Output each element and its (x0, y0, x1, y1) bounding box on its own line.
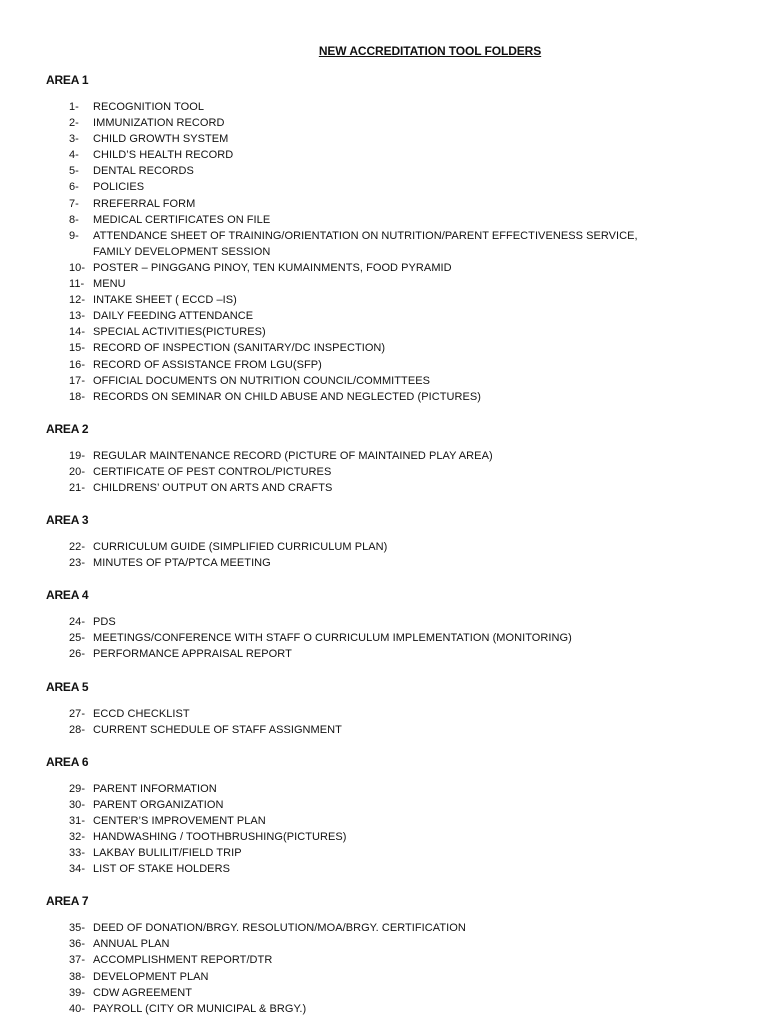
item-number: 4- (69, 149, 79, 162)
list-item (0, 115, 768, 131)
area-section-5 (0, 679, 768, 738)
list-item (0, 706, 768, 722)
item-number: 20- (69, 465, 86, 478)
list-item (0, 781, 768, 797)
item-number: 16- (69, 358, 86, 371)
list-item (0, 228, 768, 260)
item-text: ATTENDANCE SHEET OF TRAINING/ORIENTATION ON NUTRITION/PARENT EFFECTIVENESS SERVICE, FAMILY DEVELOPMENT SESSION (93, 229, 638, 258)
list-item (0, 630, 768, 646)
list-item (0, 196, 768, 212)
list-item (0, 920, 768, 936)
item-text: RECORD OF INSPECTION (SANITARY/DC INSPECTION) (93, 342, 386, 355)
area-heading: AREA 2 (46, 421, 89, 436)
list-item (0, 845, 768, 861)
item-number: 21- (69, 481, 86, 494)
item-number: 27- (69, 707, 86, 720)
item-number: 25- (69, 632, 86, 645)
list-item (0, 464, 768, 480)
list-item (0, 357, 768, 373)
item-number: 17- (69, 374, 86, 387)
list-item (0, 308, 768, 324)
list-item (0, 480, 768, 496)
item-number: 13- (69, 310, 86, 323)
item-number: 6- (69, 181, 79, 194)
area-heading: AREA 5 (46, 679, 89, 694)
area-heading: AREA 4 (46, 588, 89, 603)
item-text: LAKBAY BULILIT/FIELD TRIP (93, 847, 242, 860)
list-item (0, 292, 768, 308)
item-number: 12- (69, 294, 86, 307)
item-text: CURRENT SCHEDULE OF STAFF ASSIGNMENT (93, 723, 342, 736)
item-text: RREFERRAL FORM (93, 197, 196, 210)
item-number: 15- (69, 342, 86, 355)
list-item (0, 829, 768, 845)
item-text: RECOGNITION TOOL (93, 101, 205, 113)
item-number: 30- (69, 798, 86, 811)
list-item (0, 861, 768, 877)
item-text: CENTER’S IMPROVEMENT PLAN (93, 814, 266, 827)
item-number: 31- (69, 814, 86, 827)
area-section-6 (0, 754, 768, 878)
item-text: MINUTES OF PTA/PTCA MEETING (93, 557, 271, 570)
item-text: LIST OF STAKE HOLDERS (93, 863, 230, 876)
area-item-list (0, 920, 768, 1017)
list-item (0, 448, 768, 464)
list-item (0, 147, 768, 163)
list-item (0, 131, 768, 147)
item-number: 26- (69, 648, 86, 661)
item-text: INTAKE SHEET ( ECCD –IS) (93, 294, 237, 307)
item-number: 2- (69, 117, 79, 130)
item-number: 40- (69, 1002, 86, 1015)
item-text: DAILY FEEDING ATTENDANCE (93, 310, 254, 323)
item-text: CERTIFICATE OF PEST CONTROL/PICTURES (93, 465, 332, 478)
item-text: ANNUAL PLAN (93, 938, 170, 951)
item-text: REGULAR MAINTENANCE RECORD (PICTURE OF MAINTAINED PLAY AREA) (93, 449, 493, 462)
item-number: 37- (69, 954, 86, 967)
item-text: OFFICIAL DOCUMENTS ON NUTRITION COUNCIL/COMMITTEES (93, 374, 430, 387)
list-item (0, 276, 768, 292)
list-item (0, 797, 768, 813)
list-item (0, 179, 768, 195)
item-number: 28- (69, 723, 86, 736)
item-number: 22- (69, 541, 86, 554)
area-heading: AREA 1 (46, 73, 89, 87)
item-text: DEVELOPMENT PLAN (93, 970, 209, 983)
area-list (0, 72, 768, 1033)
list-item (0, 985, 768, 1001)
item-number: 9- (69, 229, 79, 242)
item-number: 35- (69, 922, 86, 935)
item-number: 24- (69, 616, 86, 629)
area-item-list (0, 614, 768, 662)
item-text: SPECIAL ACTIVITIES(PICTURES) (93, 326, 266, 339)
item-number: 7- (69, 197, 79, 210)
item-number: 36- (69, 938, 86, 951)
item-text: IMMUNIZATION RECORD (93, 117, 225, 130)
item-text: PERFORMANCE APPRAISAL REPORT (93, 648, 292, 661)
area-heading: AREA 3 (46, 513, 89, 528)
list-item (0, 212, 768, 228)
item-number: 5- (69, 165, 79, 178)
item-number: 8- (69, 213, 79, 226)
item-text: CHILD GROWTH SYSTEM (93, 133, 229, 146)
area-item-list (0, 448, 768, 496)
item-text: CHILD’S HEALTH RECORD (93, 149, 234, 162)
area-section-3 (0, 512, 768, 571)
item-text: MEDICAL CERTIFICATES ON FILE (93, 213, 271, 226)
item-number: 1- (69, 101, 79, 113)
item-number: 10- (69, 261, 86, 274)
item-text: CHILDRENS’ OUTPUT ON ARTS AND CRAFTS (93, 481, 333, 494)
item-number: 29- (69, 782, 86, 795)
item-number: 3- (69, 133, 79, 146)
list-item (0, 324, 768, 340)
item-number: 11- (69, 278, 85, 291)
item-text: PARENT ORGANIZATION (93, 798, 224, 811)
item-text: PAYROLL (CITY OR MUNICIPAL & BRGY.) (93, 1002, 307, 1015)
area-heading: AREA 7 (46, 894, 89, 909)
item-text: MENU (93, 278, 126, 291)
item-text: MEETINGS/CONFERENCE WITH STAFF O CURRICULUM IMPLEMENTATION (MONITORING) (93, 632, 572, 645)
item-text: PDS (93, 616, 116, 629)
list-item (0, 952, 768, 968)
item-number: 33- (69, 847, 86, 860)
list-item (0, 340, 768, 356)
item-number: 34- (69, 863, 86, 876)
item-number: 23- (69, 557, 86, 570)
area-item-list (0, 781, 768, 878)
item-text: POLICIES (93, 181, 145, 194)
area-section-2 (0, 421, 768, 496)
list-item (0, 614, 768, 630)
item-number: 18- (69, 390, 86, 403)
item-number: 19- (69, 449, 86, 462)
list-item (0, 969, 768, 985)
list-item (0, 163, 768, 179)
area-section-4 (0, 587, 768, 662)
item-text: ECCD CHECKLIST (93, 707, 190, 720)
item-number: 14- (69, 326, 86, 339)
list-item (0, 1001, 768, 1017)
item-text: POSTER – PINGGANG PINOY, TEN KUMAINMENTS, FOOD PYRAMID (93, 261, 452, 274)
list-item (0, 722, 768, 738)
item-text: RECORDS ON SEMINAR ON CHILD ABUSE AND NEGLECTED (PICTURES) (93, 390, 481, 403)
document-title: NEW ACCREDITATION TOOL FOLDERS (318, 44, 542, 58)
item-text: CURRICULUM GUIDE (SIMPLIFIED CURRICULUM PLAN) (93, 541, 388, 554)
list-item (0, 646, 768, 662)
item-number: 32- (69, 831, 86, 843)
area-heading: AREA 6 (46, 754, 89, 769)
list-item (0, 555, 768, 571)
area-section-7 (0, 893, 768, 1017)
area-item-list (0, 706, 768, 738)
item-text: DENTAL RECORDS (93, 165, 194, 178)
area-item-list (0, 99, 768, 405)
item-text: DEED OF DONATION/BRGY. RESOLUTION/MOA/BRGY. CERTIFICATION (93, 922, 466, 935)
list-item (0, 539, 768, 555)
item-text: HANDWASHING / TOOTHBRUSHING(PICTURES) (93, 831, 347, 843)
item-text: CDW AGREEMENT (93, 986, 193, 999)
list-item (0, 936, 768, 952)
list-item (0, 373, 768, 389)
list-item (0, 260, 768, 276)
item-number: 39- (69, 986, 86, 999)
item-text: RECORD OF ASSISTANCE FROM LGU(SFP) (93, 358, 322, 371)
list-item (0, 813, 768, 829)
area-section-1 (0, 72, 768, 405)
item-text: PARENT INFORMATION (93, 782, 217, 795)
list-item (0, 99, 768, 115)
area-item-list (0, 539, 768, 571)
list-item (0, 389, 768, 405)
item-text: ACCOMPLISHMENT REPORT/DTR (93, 954, 273, 967)
item-number: 38- (69, 970, 86, 983)
